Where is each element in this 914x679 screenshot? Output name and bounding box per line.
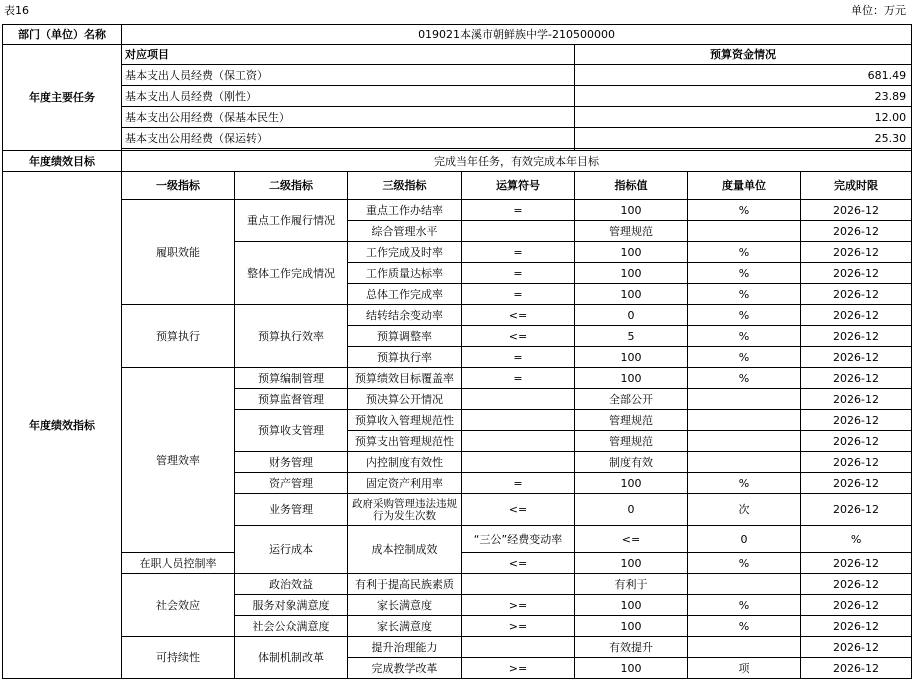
level2-cell: 成本控制成效 bbox=[348, 526, 462, 574]
level3-cell: 预算绩效目标覆盖率 bbox=[348, 368, 462, 389]
value-cell: 有效提升 bbox=[575, 637, 688, 658]
tasks-label: 年度主要任务 bbox=[3, 45, 122, 151]
tasks-col-budget: 预算资金情况 bbox=[575, 45, 912, 65]
level2-cell: 预算监督管理 bbox=[235, 389, 348, 410]
operator-cell bbox=[462, 431, 575, 452]
value-cell: 100 bbox=[575, 263, 688, 284]
unit-cell bbox=[688, 431, 801, 452]
value-cell: 0 bbox=[688, 526, 801, 553]
operator-cell: = bbox=[462, 263, 575, 284]
deadline-cell: 2026-12 bbox=[801, 389, 912, 410]
operator-cell: <= bbox=[462, 326, 575, 347]
unit-cell bbox=[688, 574, 801, 595]
value-cell: 100 bbox=[575, 200, 688, 221]
operator-cell: >= bbox=[462, 595, 575, 616]
unit-cell: % bbox=[688, 305, 801, 326]
operator-cell bbox=[462, 389, 575, 410]
level3-cell: 提升治理能力 bbox=[348, 637, 462, 658]
task-item: 基本支出人员经费（刚性） bbox=[122, 86, 575, 107]
dept-value: 019021本溪市朝鲜族中学-210500000 bbox=[122, 25, 912, 45]
level3-cell: 工作完成及时率 bbox=[348, 242, 462, 263]
operator-cell: <= bbox=[575, 526, 688, 553]
level3-cell: 综合管理水平 bbox=[348, 221, 462, 242]
level2-cell: 体制机制改革 bbox=[235, 637, 348, 679]
value-cell: 5 bbox=[575, 326, 688, 347]
level3-cell: 完成教学改革 bbox=[348, 658, 462, 679]
task-amount: 681.49 bbox=[575, 65, 912, 86]
level1-cell: 履职效能 bbox=[122, 200, 235, 305]
level2-cell: 社会公众满意度 bbox=[235, 616, 348, 637]
unit-cell: % bbox=[688, 595, 801, 616]
unit-cell: 项 bbox=[688, 658, 801, 679]
level3-cell: 预算执行率 bbox=[348, 347, 462, 368]
deadline-cell: 2026-12 bbox=[801, 263, 912, 284]
unit-cell: % bbox=[688, 368, 801, 389]
unit-cell: % bbox=[801, 526, 912, 553]
level3-cell: 固定资产利用率 bbox=[348, 473, 462, 494]
deadline-cell: 2026-12 bbox=[801, 326, 912, 347]
unit-cell bbox=[688, 410, 801, 431]
operator-cell: = bbox=[462, 473, 575, 494]
task-amount: 23.89 bbox=[575, 86, 912, 107]
value-cell: 100 bbox=[575, 473, 688, 494]
deadline-cell: 2026-12 bbox=[801, 410, 912, 431]
col-header: 度量单位 bbox=[688, 172, 801, 200]
unit-cell: % bbox=[688, 553, 801, 574]
operator-cell bbox=[462, 221, 575, 242]
deadline-cell: 2026-12 bbox=[801, 200, 912, 221]
level2-cell: 预算收支管理 bbox=[235, 410, 348, 452]
unit-cell: % bbox=[688, 347, 801, 368]
unit-cell bbox=[688, 452, 801, 473]
level3-cell: 结转结余变动率 bbox=[348, 305, 462, 326]
task-item: 基本支出公用经费（保基本民生） bbox=[122, 107, 575, 128]
value-cell: 100 bbox=[575, 616, 688, 637]
operator-cell bbox=[462, 637, 575, 658]
deadline-cell: 2026-12 bbox=[801, 242, 912, 263]
dept-label: 部门（单位）名称 bbox=[3, 25, 122, 45]
operator-cell: = bbox=[462, 284, 575, 305]
value-cell: 100 bbox=[575, 368, 688, 389]
deadline-cell: 2026-12 bbox=[801, 305, 912, 326]
level3-cell: 家长满意度 bbox=[348, 616, 462, 637]
unit-label: 单位：万元 bbox=[851, 4, 906, 17]
deadline-cell: 2026-12 bbox=[801, 637, 912, 658]
level3-cell: 预算调整率 bbox=[348, 326, 462, 347]
value-cell: 管理规范 bbox=[575, 221, 688, 242]
level2-cell: 整体工作完成情况 bbox=[235, 242, 348, 305]
deadline-cell: 2026-12 bbox=[801, 553, 912, 574]
deadline-cell: 2026-12 bbox=[801, 347, 912, 368]
level3-cell: 预决算公开情况 bbox=[348, 389, 462, 410]
value-cell: 0 bbox=[575, 305, 688, 326]
level3-cell: 有利于提高民族素质 bbox=[348, 574, 462, 595]
value-cell: 0 bbox=[575, 494, 688, 526]
level1-cell: 运行成本 bbox=[235, 526, 348, 574]
col-header: 一级指标 bbox=[122, 172, 235, 200]
operator-cell: <= bbox=[462, 305, 575, 326]
unit-cell: % bbox=[688, 200, 801, 221]
level3-cell: 家长满意度 bbox=[348, 595, 462, 616]
level3-cell: 重点工作办结率 bbox=[348, 200, 462, 221]
level3-cell: 内控制度有效性 bbox=[348, 452, 462, 473]
col-header: 三级指标 bbox=[348, 172, 462, 200]
unit-cell bbox=[688, 637, 801, 658]
value-cell: 全部公开 bbox=[575, 389, 688, 410]
col-header: 完成时限 bbox=[801, 172, 912, 200]
unit-cell bbox=[688, 389, 801, 410]
goal-value: 完成当年任务，有效完成本年目标 bbox=[122, 151, 912, 172]
level3-cell: 工作质量达标率 bbox=[348, 263, 462, 284]
operator-cell bbox=[462, 574, 575, 595]
level2-cell: 服务对象满意度 bbox=[235, 595, 348, 616]
level2-cell: 预算执行效率 bbox=[235, 305, 348, 368]
operator-cell: >= bbox=[462, 658, 575, 679]
operator-cell bbox=[462, 410, 575, 431]
level2-cell: 业务管理 bbox=[235, 494, 348, 526]
value-cell: 100 bbox=[575, 553, 688, 574]
level2-cell: 预算编制管理 bbox=[235, 368, 348, 389]
operator-cell: = bbox=[462, 242, 575, 263]
operator-cell: <= bbox=[462, 553, 575, 574]
level2-cell: 重点工作履行情况 bbox=[235, 200, 348, 242]
level3-cell: 在职人员控制率 bbox=[122, 553, 235, 574]
performance-table bbox=[2, 24, 912, 679]
goal-label: 年度绩效目标 bbox=[3, 151, 122, 172]
operator-cell bbox=[462, 452, 575, 473]
level3-cell: “三公”经费变动率 bbox=[462, 526, 575, 553]
deadline-cell: 2026-12 bbox=[801, 431, 912, 452]
operator-cell: >= bbox=[462, 616, 575, 637]
unit-cell: % bbox=[688, 284, 801, 305]
level1-cell: 可持续性 bbox=[122, 637, 235, 679]
value-cell: 有利于 bbox=[575, 574, 688, 595]
level3-cell: 预算支出管理规范性 bbox=[348, 431, 462, 452]
unit-cell: % bbox=[688, 616, 801, 637]
task-item: 基本支出公用经费（保运转） bbox=[122, 128, 575, 149]
value-cell: 100 bbox=[575, 658, 688, 679]
tasks-col-item: 对应项目 bbox=[122, 45, 575, 65]
level1-cell: 预算执行 bbox=[122, 305, 235, 368]
unit-cell: % bbox=[688, 326, 801, 347]
indicators-label: 年度绩效指标 bbox=[3, 172, 122, 679]
level2-cell: 财务管理 bbox=[235, 452, 348, 473]
level2-cell: 政治效益 bbox=[235, 574, 348, 595]
operator-cell: = bbox=[462, 347, 575, 368]
table-number: 表16 bbox=[4, 4, 29, 17]
level3-cell: 政府采购管理违法违规行为发生次数 bbox=[348, 494, 462, 526]
value-cell: 制度有效 bbox=[575, 452, 688, 473]
deadline-cell: 2026-12 bbox=[801, 494, 912, 526]
deadline-cell: 2026-12 bbox=[801, 452, 912, 473]
deadline-cell: 2026-12 bbox=[801, 473, 912, 494]
col-header: 二级指标 bbox=[235, 172, 348, 200]
deadline-cell: 2026-12 bbox=[801, 616, 912, 637]
deadline-cell: 2026-12 bbox=[801, 595, 912, 616]
deadline-cell: 2026-12 bbox=[801, 658, 912, 679]
col-header: 运算符号 bbox=[462, 172, 575, 200]
level1-cell: 社会效应 bbox=[122, 574, 235, 637]
level3-cell: 总体工作完成率 bbox=[348, 284, 462, 305]
unit-cell: % bbox=[688, 473, 801, 494]
value-cell: 100 bbox=[575, 242, 688, 263]
operator-cell: <= bbox=[462, 494, 575, 526]
col-header: 指标值 bbox=[575, 172, 688, 200]
operator-cell: = bbox=[462, 200, 575, 221]
operator-cell: = bbox=[462, 368, 575, 389]
level3-cell: 预算收入管理规范性 bbox=[348, 410, 462, 431]
value-cell: 管理规范 bbox=[575, 410, 688, 431]
deadline-cell: 2026-12 bbox=[801, 574, 912, 595]
task-item: 基本支出人员经费（保工资） bbox=[122, 65, 575, 86]
deadline-cell: 2026-12 bbox=[801, 221, 912, 242]
value-cell: 100 bbox=[575, 347, 688, 368]
task-amount: 12.00 bbox=[575, 107, 912, 128]
deadline-cell: 2026-12 bbox=[801, 284, 912, 305]
task-amount: 25.30 bbox=[575, 128, 912, 149]
value-cell: 100 bbox=[575, 284, 688, 305]
unit-cell bbox=[688, 221, 801, 242]
level1-cell: 管理效率 bbox=[122, 368, 235, 553]
value-cell: 100 bbox=[575, 595, 688, 616]
unit-cell: % bbox=[688, 242, 801, 263]
deadline-cell: 2026-12 bbox=[801, 368, 912, 389]
unit-cell: 次 bbox=[688, 494, 801, 526]
unit-cell: % bbox=[688, 263, 801, 284]
level2-cell: 资产管理 bbox=[235, 473, 348, 494]
value-cell: 管理规范 bbox=[575, 431, 688, 452]
